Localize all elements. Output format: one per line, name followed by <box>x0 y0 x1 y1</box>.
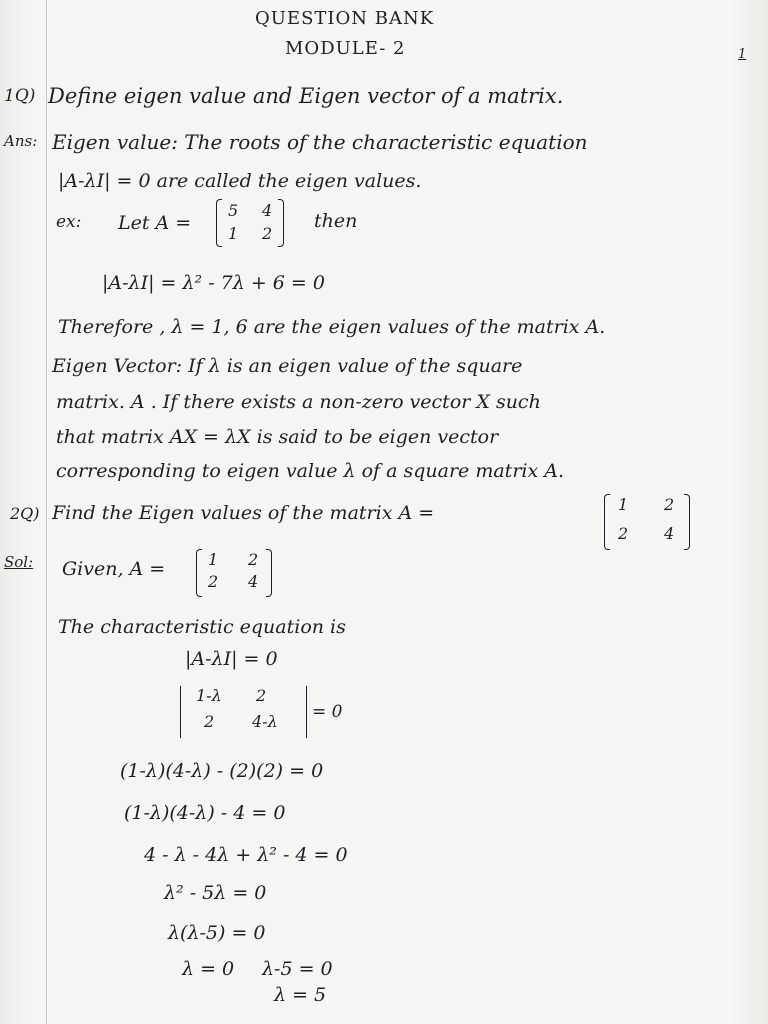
step-4: 4 - λ - 4λ + λ² - 4 = 0 <box>144 844 348 866</box>
step-8: λ = 5 <box>274 984 327 1006</box>
example-label: ex: <box>56 212 82 232</box>
step-7a: λ = 0 <box>182 958 235 980</box>
example-then: then <box>314 210 358 232</box>
step-2: (1-λ)(4-λ) - (2)(2) = 0 <box>120 760 324 782</box>
question-2-number: 2Q) <box>10 504 40 523</box>
therefore-line: Therefore , λ = 1, 6 are the eigen values of the matrix A. <box>58 316 606 338</box>
matrix-cell: 4 <box>664 524 675 543</box>
matrix-cell: 2 <box>262 224 273 243</box>
det-bar-right <box>306 686 307 738</box>
question-1-number: 1Q) <box>4 86 36 106</box>
det-cell: 4-λ <box>252 712 278 731</box>
right-bracket <box>278 199 284 247</box>
eigen-value-definition-2: |A-λI| = 0 are called the eigen values. <box>58 170 422 192</box>
step-1: |A-λI| = 0 <box>185 648 278 670</box>
det-cell: 2 <box>256 686 267 705</box>
matrix-cell: 2 <box>618 524 629 543</box>
page-title: QUESTION BANK <box>255 8 435 29</box>
step-6: λ(λ-5) = 0 <box>168 922 266 944</box>
matrix-cell: 5 <box>228 201 239 220</box>
eigen-vector-definition-2: matrix. A . If there exists a non-zero vector X such <box>56 391 541 413</box>
characteristic-equation-intro: The characteristic equation is <box>58 616 346 638</box>
matrix-cell: 1 <box>208 550 219 569</box>
det-cell: 2 <box>204 712 215 731</box>
margin-line <box>46 0 47 1024</box>
left-bracket <box>196 549 202 597</box>
right-bracket <box>266 549 272 597</box>
given-label: Given, A = <box>62 558 166 580</box>
eigen-vector-definition-3: that matrix AX = λX is said to be eigen vector <box>56 426 499 448</box>
eigen-vector-definition-1: Eigen Vector: If λ is an eigen value of the square <box>52 355 523 377</box>
question-2-text: Find the Eigen values of the matrix A = <box>52 502 435 524</box>
det-cell: 1-λ <box>196 686 222 705</box>
right-bracket <box>684 494 690 550</box>
step-3: (1-λ)(4-λ) - 4 = 0 <box>124 802 286 824</box>
answer-label: Ans: <box>4 132 38 150</box>
left-bracket <box>216 199 222 247</box>
matrix-cell: 1 <box>228 224 239 243</box>
matrix-cell: 2 <box>664 495 675 514</box>
page-number: 1 <box>738 47 747 62</box>
matrix-cell: 2 <box>248 550 259 569</box>
eigen-vector-definition-4: corresponding to eigen value λ of a square matrix A. <box>56 460 564 482</box>
matrix-cell: 2 <box>208 572 219 591</box>
left-bracket <box>604 494 610 550</box>
module-label: MODULE- 2 <box>285 38 406 59</box>
solution-label: Sol: <box>4 553 34 571</box>
characteristic-equation-example: |A-λI| = λ² - 7λ + 6 = 0 <box>102 272 325 294</box>
example-let: Let A = <box>118 212 192 234</box>
step-5: λ² - 5λ = 0 <box>164 882 267 904</box>
det-equals: = 0 <box>312 702 343 722</box>
matrix-cell: 4 <box>262 201 273 220</box>
eigen-value-definition: Eigen value: The roots of the characteristic equation <box>52 130 588 154</box>
matrix-cell: 4 <box>248 572 259 591</box>
matrix-cell: 1 <box>618 495 629 514</box>
step-7b: λ-5 = 0 <box>262 958 333 980</box>
question-1-text: Define eigen value and Eigen vector of a matrix. <box>48 84 564 108</box>
det-bar-left <box>180 686 181 738</box>
